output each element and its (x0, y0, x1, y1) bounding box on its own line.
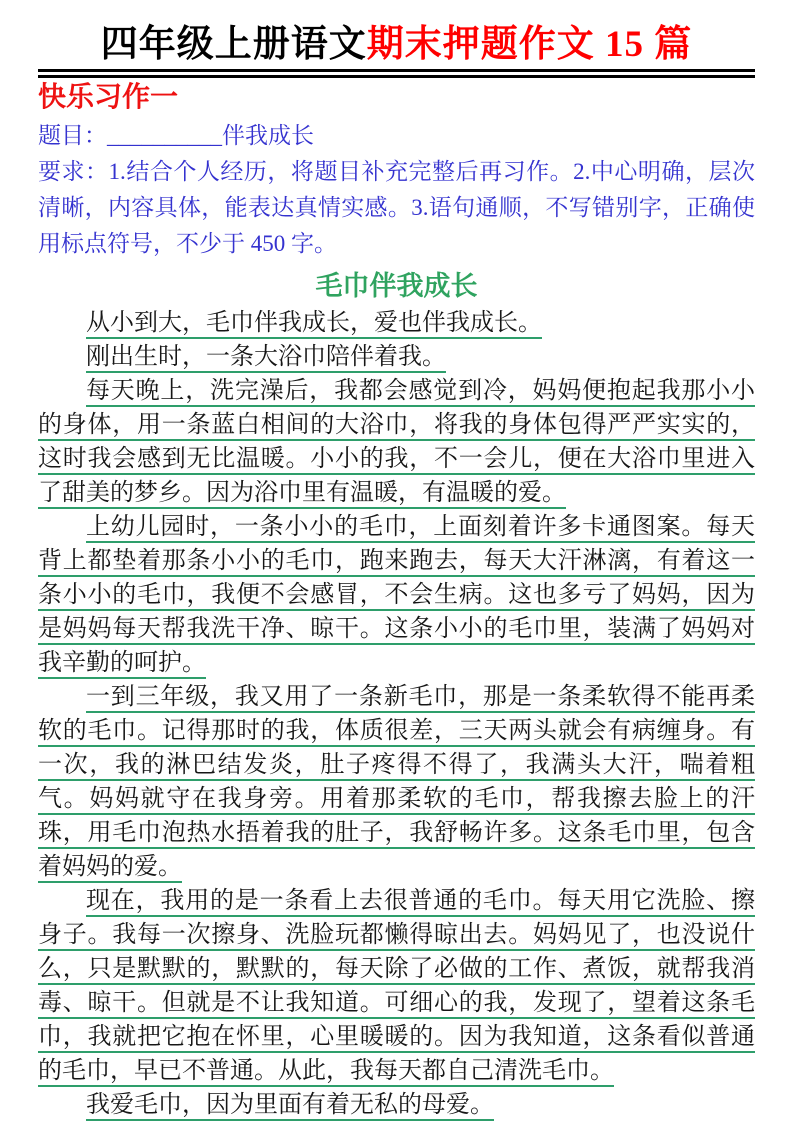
topic-line: 题目：__________伴我成长 (38, 122, 314, 148)
requirements-text: 要求：1.结合个人经历，将题目补充完整后再习作。2.中心明确，层次清晰，内容具体，能表达真情实感。3.语句通顺，不写错别字，正确使用标点符号，不少于 450 字。 (38, 158, 755, 256)
section-heading: 快乐习作一 (38, 81, 179, 113)
page-title (38, 24, 755, 78)
essay-body (38, 306, 755, 1122)
essay-paragraph: 现在，我用的是一条看上去很普通的毛巾。每天用它洗脸、擦身子。我每一次擦身、洗脸玩都懒得晾出去。妈妈见了，也没说什么，只是默默的，默默的，每天除了必做的工作、煮饭，就帮我消毒、晾干。但就是不让我知道。可细心的我，发现了，望着这条毛巾，我就把它抱在怀里，心里暖暖的。因为我知道，这条看似普通的毛巾，早已不普通。从此，我每天都自己清洗毛巾。 (38, 888, 755, 1085)
essay-paragraph: 一到三年级，我又用了一条新毛巾，那是一条柔软得不能再柔软的毛巾。记得那时的我，体质很差，三天两头就会有病缠身。有一次，我的淋巴结发炎，肚子疼得不得了，我满头大汗，喘着粗气。妈妈就守在我身旁。用着那柔软的毛巾，帮我擦去脸上的汗珠，用毛巾泡热水捂着我的肚子，我舒畅许多。这条毛巾里，包含着妈妈的爱。 (38, 684, 755, 881)
essay-paragraph: 我爱毛巾，因为里面有着无私的母爱。 (86, 1092, 494, 1119)
essay-paragraph: 刚出生时，一条大浴巾陪伴着我。 (86, 344, 446, 371)
title-course-part: 四年级上册语文 (100, 24, 367, 65)
essay-paragraph: 上幼儿园时，一条小小的毛巾，上面刻着许多卡通图案。每天背上都垫着那条小小的毛巾，跑来跑去，每天大汗淋漓，有着这一条小小的毛巾，我便不会感冒，不会生病。这也多亏了妈妈，因为是妈妈每天帮我洗干净、晾干。这条小小的毛巾里，装满了妈妈对我辛勤的呵护。 (38, 514, 755, 677)
essay-title: 毛巾伴我成长 (315, 270, 478, 301)
essay-paragraph: 每天晚上，洗完澡后，我都会感觉到冷，妈妈便抱起我那小小的身体，用一条蓝白相间的大浴巾，将我的身体包得严严实实的，这时我会感到无比温暖。小小的我，不一会儿，便在大浴巾里进入了甜美的梦乡。因为浴巾里有温暖，有温暖的爱。 (38, 378, 755, 507)
prompt-block (38, 118, 755, 262)
essay-paragraph: 从小到大，毛巾伴我成长，爱也伴我成长。 (86, 310, 542, 337)
title-exam-part: 期末押题作文 15 篇 (366, 24, 693, 65)
